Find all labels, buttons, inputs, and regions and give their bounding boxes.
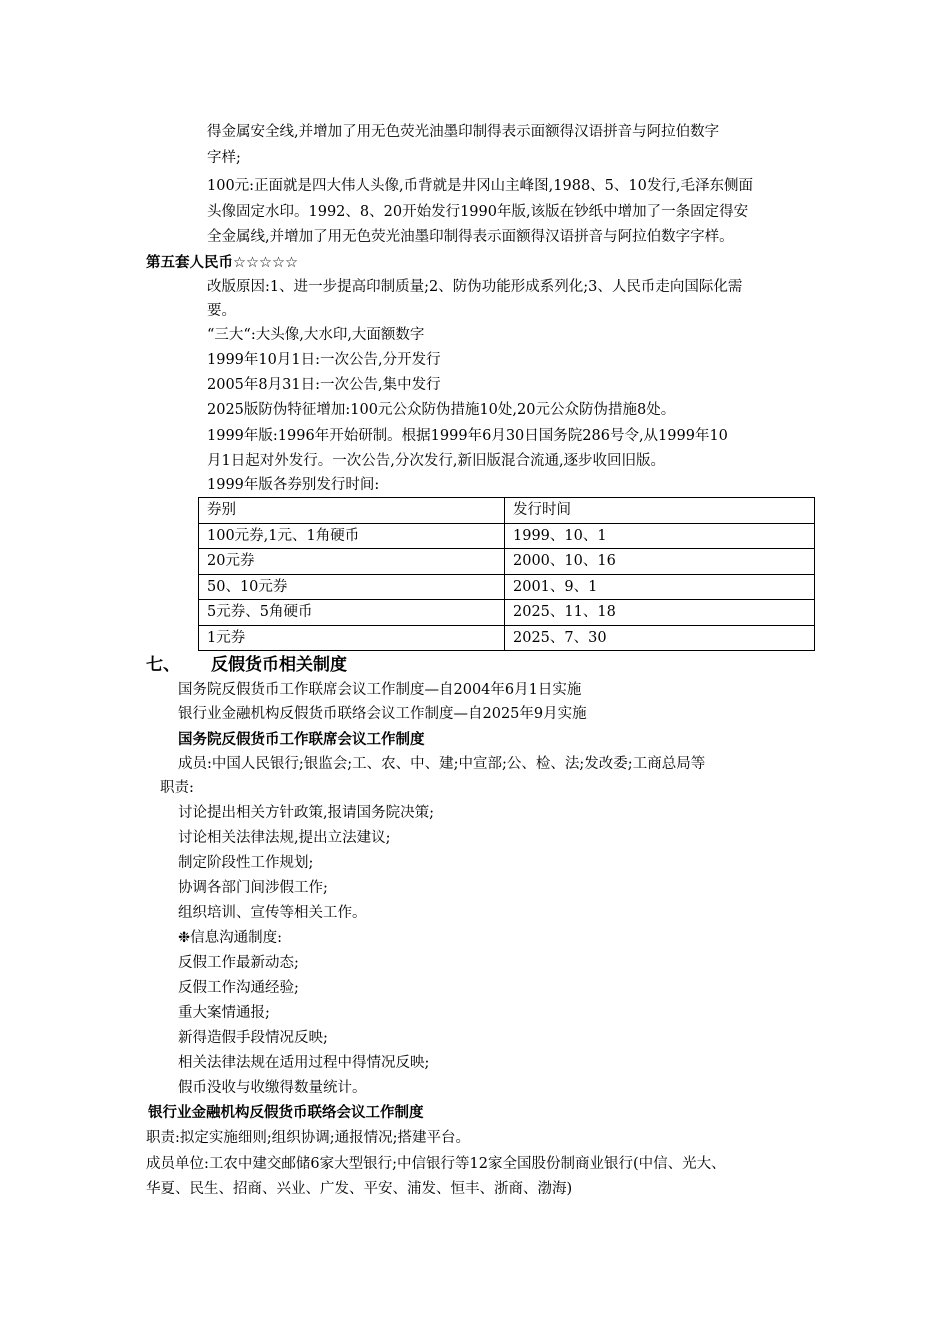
table-caption: 1999年版各券别发行时间: bbox=[207, 477, 380, 493]
table-cell: 2025、7、30 bbox=[505, 625, 815, 651]
list-item: 重大案情通报; bbox=[178, 1005, 270, 1021]
paragraph-line: 2025版防伪特征增加:100元公众防伪措施10处,20元公众防伪措施8处。 bbox=[207, 402, 676, 418]
table-cell: 50、10元券 bbox=[199, 574, 505, 600]
paragraph-line: 月1日起对外发行。一次公告,分次发行,新旧版混合流通,逐步收回旧版。 bbox=[207, 453, 666, 469]
paragraph-line: 字样; bbox=[207, 150, 241, 166]
list-item: 反假工作最新动态; bbox=[178, 955, 299, 971]
table-cell: 2000、10、16 bbox=[505, 549, 815, 575]
paragraph-line: 成员单位:工农中建交邮储6家大型银行;中信银行等12家全国股份制商业银行(中信、光大、 bbox=[146, 1156, 726, 1172]
table-cell: 20元券 bbox=[199, 549, 505, 575]
paragraph-line: 要。 bbox=[207, 303, 236, 319]
list-item: 讨论提出相关方针政策,报请国务院决策; bbox=[178, 805, 434, 821]
table-row bbox=[199, 574, 815, 600]
paragraph-line: 改版原因:1、进一步提高印制质量;2、防伪功能形成系列化;3、人民币走向国际化需 bbox=[207, 279, 743, 295]
list-item: 反假工作沟通经验; bbox=[178, 980, 299, 996]
list-item: 新得造假手段情况反映; bbox=[178, 1030, 328, 1046]
list-item: 协调各部门间涉假工作; bbox=[178, 880, 328, 896]
table-cell: 1元券 bbox=[199, 625, 505, 651]
table-row bbox=[199, 600, 815, 626]
table-cell: 2025、11、18 bbox=[505, 600, 815, 626]
paragraph-line: 华夏、民生、招商、兴业、广发、平安、浦发、恒丰、浙商、渤海) bbox=[146, 1181, 573, 1197]
issue-date-table bbox=[198, 497, 815, 651]
paragraph-line: 1999年版:1996年开始研制。根据1999年6月30日国务院286号令,从1999年10 bbox=[207, 428, 728, 444]
info-heading: ❉信息沟通制度: bbox=[178, 930, 283, 946]
paragraph-line: 得金属安全线,并增加了用无色荧光油墨印制得表示面额得汉语拼音与阿拉伯数字 bbox=[207, 124, 720, 140]
list-item: 组织培训、宣传等相关工作。 bbox=[178, 905, 367, 921]
list-item: 假币没收与收缴得数量统计。 bbox=[178, 1080, 367, 1096]
paragraph-line: 国务院反假货币工作联席会议工作制度—自2004年6月1日实施 bbox=[178, 682, 582, 698]
paragraph-line: 100元:正面就是四大伟人头像,币背就是井冈山主峰图,1988、5、10发行,毛泽东侧面 bbox=[207, 178, 753, 194]
table-header-cell: 发行时间 bbox=[505, 498, 815, 524]
paragraph-line: 银行业金融机构反假货币联络会议工作制度—自2025年9月实施 bbox=[178, 706, 587, 722]
table-header-row bbox=[199, 498, 815, 524]
subheading: 国务院反假货币工作联席会议工作制度 bbox=[178, 732, 425, 748]
table-row bbox=[199, 549, 815, 575]
section-title: 反假货币相关制度 bbox=[211, 655, 347, 675]
list-item: 相关法律法规在适用过程中得情况反映; bbox=[178, 1055, 430, 1071]
table-row bbox=[199, 523, 815, 549]
section-number: 七、 bbox=[146, 655, 180, 675]
list-item: 讨论相关法律法规,提出立法建议; bbox=[178, 830, 391, 846]
fifth-set-heading: 第五套人民币☆☆☆☆☆ bbox=[146, 255, 298, 271]
table-header-cell: 券别 bbox=[199, 498, 505, 524]
paragraph-line: 2005年8月31日:一次公告,集中发行 bbox=[207, 377, 441, 393]
paragraph-line: 职责:拟定实施细则;组织协调;通报情况;搭建平台。 bbox=[146, 1130, 471, 1146]
paragraph-line: 头像固定水印。1992、8、20开始发行1990年版,该版在钞纸中增加了一条固定得安 bbox=[207, 204, 749, 220]
list-item: 制定阶段性工作规划; bbox=[178, 855, 314, 871]
paragraph-line: 1999年10月1日:一次公告,分开发行 bbox=[207, 352, 441, 368]
table-cell: 2001、9、1 bbox=[505, 574, 815, 600]
table-cell: 5元券、5角硬币 bbox=[199, 600, 505, 626]
table-cell: 1999、10、1 bbox=[505, 523, 815, 549]
duties-label: 职责: bbox=[160, 780, 194, 796]
table-cell: 100元券,1元、1角硬币 bbox=[199, 523, 505, 549]
members-line: 成员:中国人民银行;银监会;工、农、中、建;中宣部;公、检、法;发改委;工商总局等 bbox=[178, 756, 706, 772]
paragraph-line: “三大“:大头像,大水印,大面额数字 bbox=[207, 327, 425, 343]
paragraph-line: 全金属线,并增加了用无色荧光油墨印制得表示面额得汉语拼音与阿拉伯数字字样。 bbox=[207, 229, 734, 245]
subheading: 银行业金融机构反假货币联络会议工作制度 bbox=[148, 1105, 424, 1121]
table-row bbox=[199, 625, 815, 651]
